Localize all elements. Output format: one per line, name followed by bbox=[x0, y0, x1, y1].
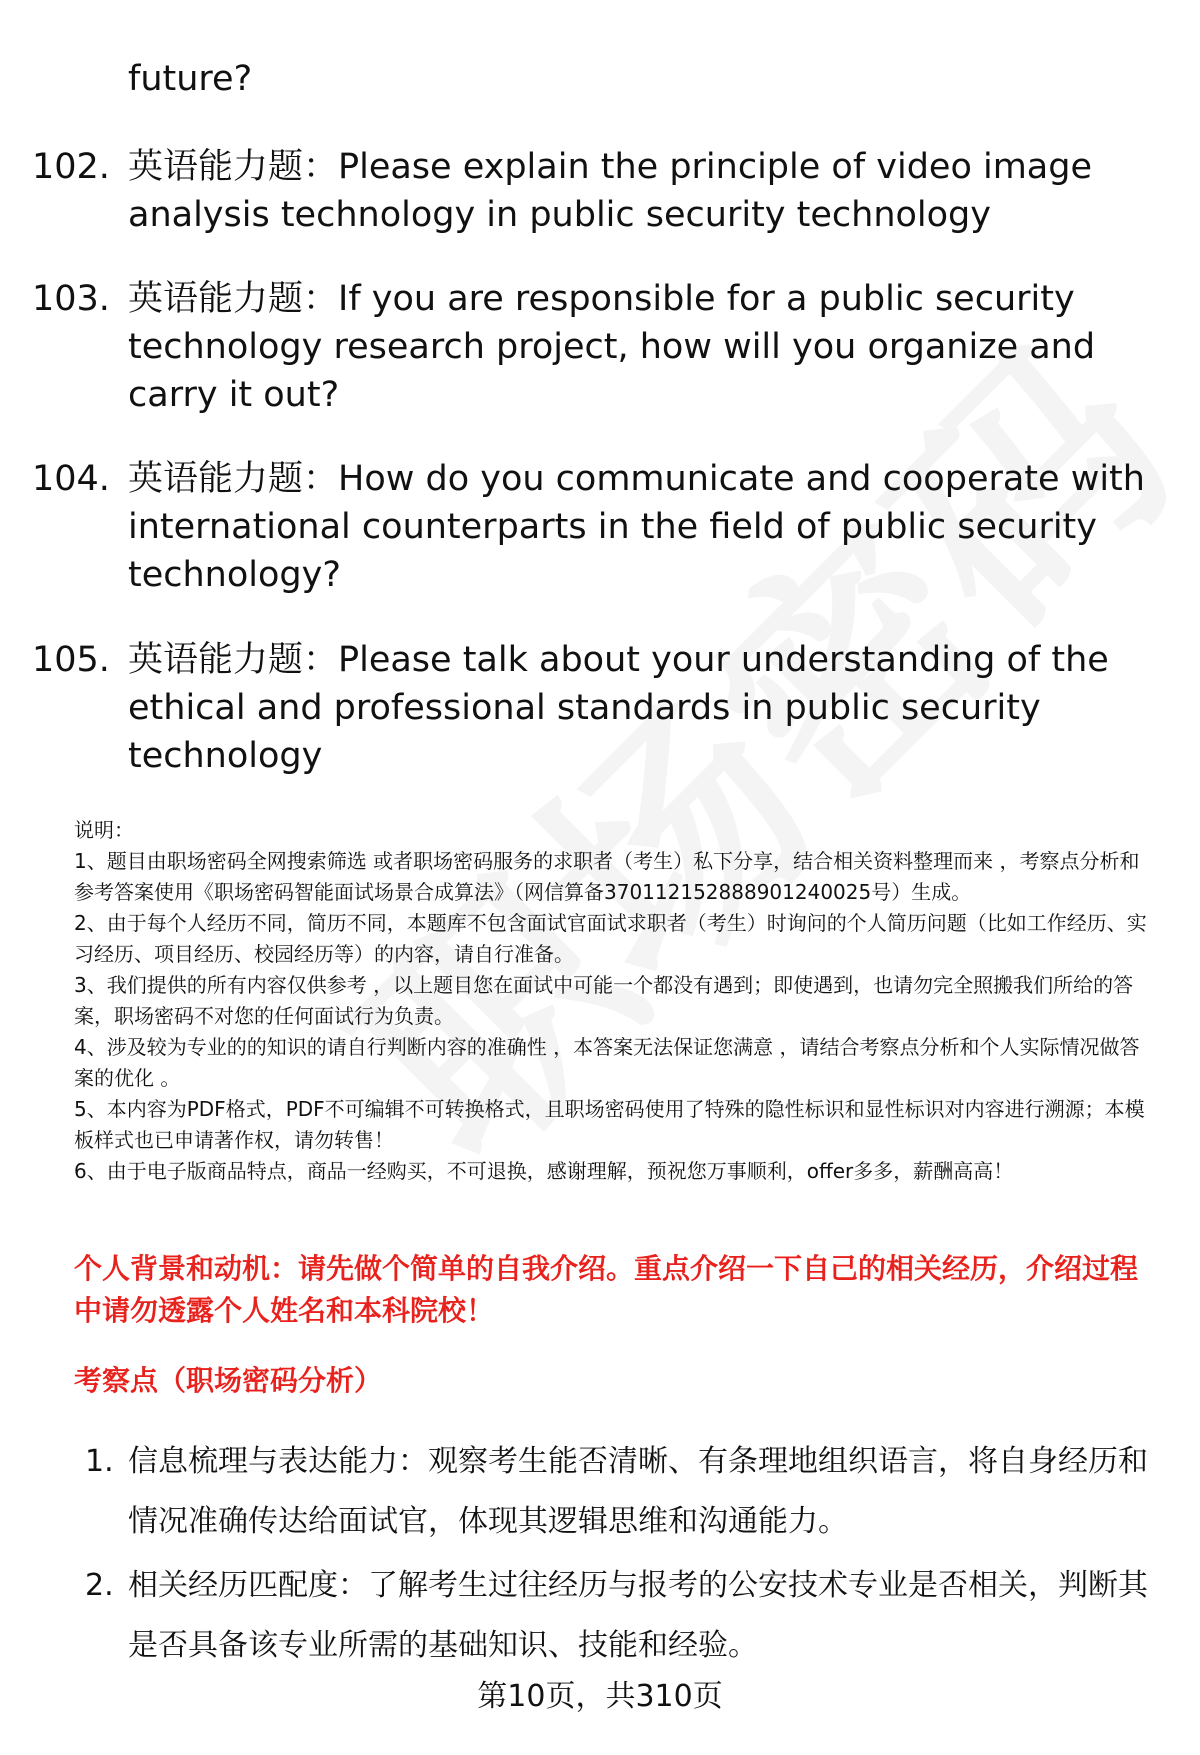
question-number: 103. bbox=[32, 279, 110, 319]
question-text: 英语能力题：How do you communicate and cooperate with international counterparts in the field of public security technology? bbox=[128, 459, 1145, 595]
note-item: 5、本内容为PDF格式，PDF不可编辑不可转换格式，且职场密码使用了特殊的隐性标识和显性标识对内容进行溯源；本模板样式也已申请著作权，请勿转售！ bbox=[74, 1097, 1145, 1152]
note-item: 6、由于电子版商品特点，商品一经购买，不可退换，感谢理解，预祝您万事顺利，offer多多，薪酬高高！ bbox=[74, 1159, 1014, 1183]
analysis-text: 相关经历匹配度：了解考生过往经历与报考的公安技术专业是否相关，判断其是否具备该专业所需的基础知识、技能和经验。 bbox=[128, 1568, 1148, 1663]
page-footer: 第10页，共310页 bbox=[477, 1679, 723, 1714]
question-text: 英语能力题：Please explain the principle of video image analysis technology in public security technology bbox=[128, 147, 1093, 235]
question-number: 102. bbox=[32, 147, 110, 187]
question-continuation: future? bbox=[128, 59, 253, 99]
notes-title: 说明： bbox=[74, 818, 134, 842]
question-number: 104. bbox=[32, 459, 110, 499]
analysis-subheading: 考察点（职场密码分析） bbox=[74, 1364, 383, 1397]
note-item: 2、由于每个人经历不同，简历不同，本题库不包含面试官面试求职者（考生）时询问的个人简历问题（比如工作经历、实习经历、项目经历、校园经历等）的内容，请自行准备。 bbox=[74, 911, 1147, 966]
question-text: 英语能力题：Please talk about your understanding of the ethical and professional standards in public security technology bbox=[128, 640, 1109, 776]
question-text: 英语能力题：If you are responsible for a public security technology research project, how will you organize and carry it out? bbox=[128, 279, 1096, 415]
analysis-number: 2. bbox=[85, 1568, 114, 1603]
analysis-text: 信息梳理与表达能力：观察考生能否清晰、有条理地组织语言，将自身经历和情况准确传达给面试官，体现其逻辑思维和沟通能力。 bbox=[128, 1444, 1148, 1539]
notes-section bbox=[74, 815, 1154, 1187]
note-item: 1、题目由职场密码全网搜索筛选 或者职场密码服务的求职者（考生）私下分享，结合相关资料整理而来 ，考察点分析和参考答案使用《职场密码智能面试场景合成算法》（网信算备370112152888901240025号）生成。 bbox=[74, 849, 1140, 904]
interview-question-heading: 个人背景和动机：请先做个简单的自我介绍。重点介绍一下自己的相关经历，介绍过程中请勿透露个人姓名和本科院校！ bbox=[74, 1252, 1139, 1327]
analysis-number: 1. bbox=[85, 1444, 114, 1479]
note-item: 4、涉及较为专业的的知识的请自行判断内容的准确性 ，本答案无法保证您满意 ，请结合考察点分析和个人实际情况做答案的优化 。 bbox=[74, 1035, 1140, 1090]
note-item: 3、我们提供的所有内容仅供参考 ，以上题目您在面试中可能一个都没有遇到；即使遇到，也请勿完全照搬我们所给的答案，职场密码不对您的任何面试行为负责。 bbox=[74, 973, 1134, 1028]
question-number: 105. bbox=[32, 640, 110, 680]
